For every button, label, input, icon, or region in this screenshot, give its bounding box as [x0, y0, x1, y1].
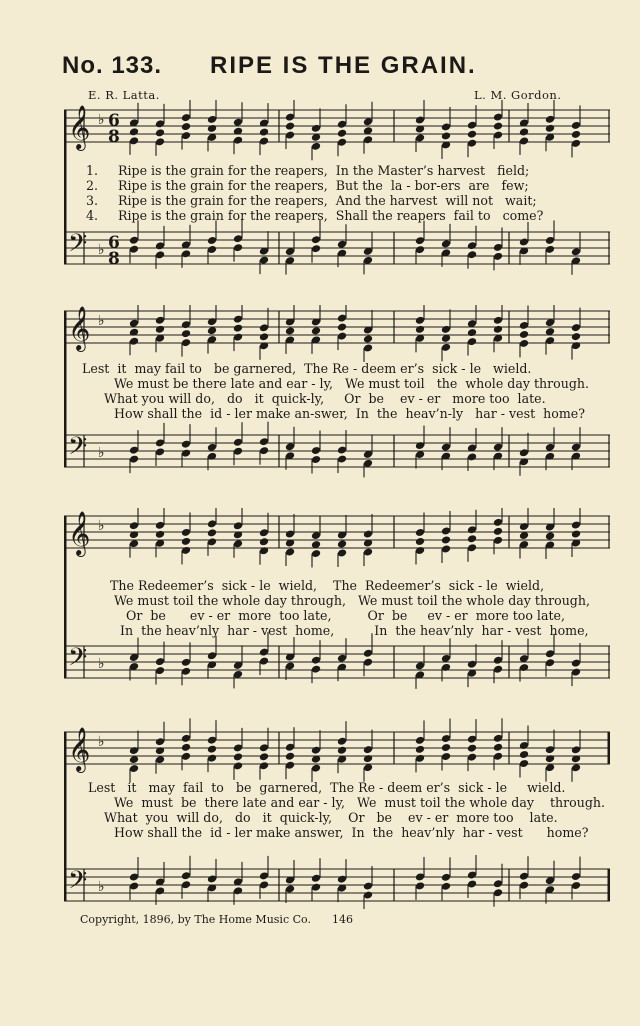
composer-credit: L. M. Gordon. [474, 88, 562, 102]
time-signature-bottom: 8 [108, 249, 120, 269]
treble-clef-icon: 𝄞 [68, 727, 91, 771]
flat-key-signature-icon: ♭ [98, 879, 105, 895]
copyright-notice: Copyright, 1896, by The Home Music Co. [80, 913, 311, 926]
lyric-line: We must be there late and ear - ly, We must toil the whole day through. [114, 376, 590, 391]
time-signature-bottom: 8 [108, 127, 120, 147]
lyric-line: Lest it may fail to be garnered, The Re - deem er’s sick - le wield. [88, 780, 566, 795]
lyric-line: How shall the id - ler make answer, In the heav’nly har - vest home? [114, 825, 589, 840]
lyric-line: What you will do, do it quick-ly, Or be ev - er more too late. [104, 810, 558, 825]
music-system-1 [64, 100, 610, 300]
time-signature-top: 6 [108, 233, 120, 253]
verse-number: 2. [86, 178, 99, 193]
lyric-text: Ripe is the grain for the reapers, Shall the reapers fail to come? [118, 208, 544, 223]
title-row [62, 52, 602, 86]
lyric-line: We must toil the whole day through, We must toil the whole day through, [114, 593, 590, 608]
lyric-line: Or be ev - er more too late, Or be ev - er more too late, [126, 608, 565, 623]
page-number: 146 [332, 913, 353, 926]
treble-clef-icon: 𝄞 [68, 105, 91, 149]
flat-key-signature-icon: ♭ [98, 242, 105, 258]
lyric-line: We must be there late and ear - ly, We must toil the whole day through. [114, 795, 606, 810]
lyric-text: Ripe is the grain for the reapers, In the Master’s harvest field; [118, 163, 530, 178]
lyric-block-1 [64, 165, 610, 241]
bass-clef-icon: 𝄢 [68, 643, 88, 678]
lyric-line: What you will do, do it quick-ly, Or be ev - er more too late. [104, 391, 546, 406]
treble-clef-icon: 𝄞 [68, 511, 91, 555]
treble-clef-icon: 𝄞 [68, 306, 91, 350]
verse-number: 1. [86, 163, 99, 178]
lyric-line: The Redeemer’s sick - le wield, The Redeemer’s sick - le wield, [110, 578, 545, 593]
lyric-line: In the heav’nly har - vest home, In the heav’nly har - vest home, [120, 623, 589, 638]
lyric-block-4 [64, 782, 610, 858]
lyric-text: Ripe is the grain for the reapers, But the la - bor-ers are few; [118, 178, 529, 193]
hymn-title: RIPE IS THE GRAIN. [210, 52, 477, 79]
lyric-text: Ripe is the grain for the reapers, And the harvest will not wait; [118, 193, 537, 208]
lyricist-credit: E. R. Latta. [88, 88, 160, 102]
verse-number: 3. [86, 193, 99, 208]
flat-key-signature-icon: ♭ [98, 112, 105, 128]
music-system-2 [64, 305, 610, 505]
bass-clef-icon: 𝄢 [68, 866, 88, 901]
flat-key-signature-icon: ♭ [98, 445, 105, 461]
hymn-number: No. 133. [62, 52, 163, 79]
music-system-3 [64, 508, 610, 708]
verse-number: 4. [86, 208, 99, 223]
lyric-line: Lest it may fail to be garnered, The Re - deem er’s sick - le wield. [82, 361, 532, 376]
time-signature-top: 6 [108, 111, 120, 131]
lyric-block-2 [64, 363, 610, 439]
flat-key-signature-icon: ♭ [98, 518, 105, 534]
bass-clef-icon: 𝄢 [68, 432, 88, 467]
flat-key-signature-icon: ♭ [98, 313, 105, 329]
flat-key-signature-icon: ♭ [98, 734, 105, 750]
music-system-4 [64, 712, 610, 912]
bass-clef-icon: 𝄢 [68, 229, 88, 264]
flat-key-signature-icon: ♭ [98, 656, 105, 672]
lyric-line: How shall the id - ler make an-swer, In the heav’n-ly har - vest home? [114, 406, 585, 421]
lyric-block-3 [64, 580, 610, 656]
